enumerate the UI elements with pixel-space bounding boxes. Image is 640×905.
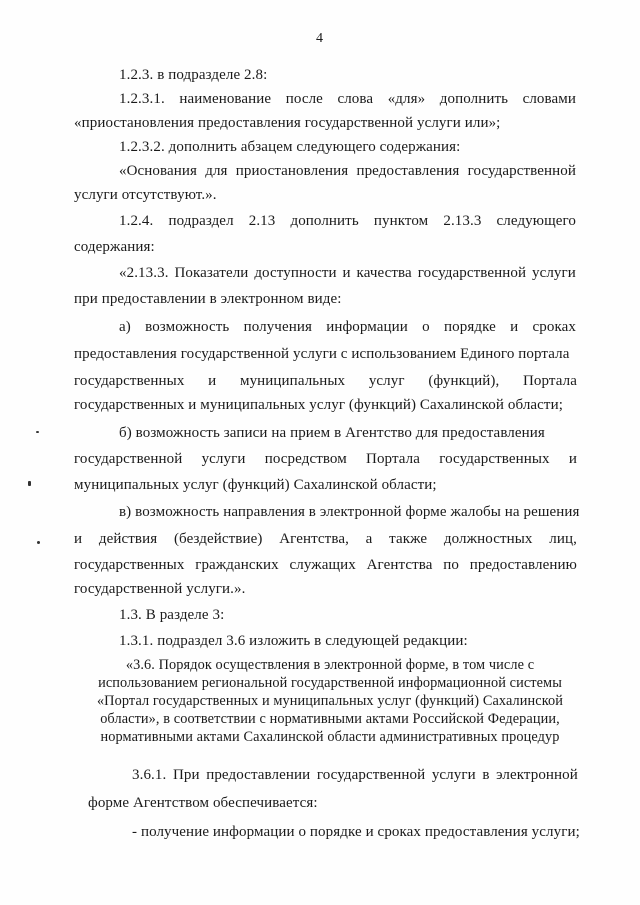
text-line-justified <box>74 450 577 468</box>
word: государственной <box>467 163 576 179</box>
text-line-justified <box>119 162 576 180</box>
word: электронной <box>496 767 578 783</box>
word: пунктом <box>373 213 429 229</box>
text-line: 1.3. В разделе 3: <box>119 607 225 623</box>
text-line: 1.3.1. подраздел 3.6 изложить в следующей редакции: <box>119 633 468 649</box>
section-heading-line: «3.6. Порядок осуществления в электронной форме, в том числе с <box>125 657 535 673</box>
text-line: - получение информации о порядке и сроках предоставления услуги; <box>132 824 580 840</box>
word: возможность <box>145 319 230 335</box>
word: Показатели <box>174 265 249 281</box>
text-line: б) возможность записи на прием в Агентство для предоставления <box>119 425 545 441</box>
text-line: государственных и муниципальных услуг (функций) Сахалинской области; <box>74 397 563 413</box>
text-line-justified <box>132 766 578 784</box>
text-line-justified <box>74 556 577 574</box>
word: муниципальных <box>239 373 346 389</box>
word: подраздел <box>168 213 234 229</box>
text-line: муниципальных услуг (функций) Сахалинской области; <box>74 477 437 493</box>
word: и <box>208 373 217 389</box>
word: приостановления <box>235 163 349 179</box>
word: а <box>365 531 373 547</box>
text-line: в) возможность направления в электронной форме жалобы на решения <box>119 504 580 520</box>
word: государственных <box>74 373 185 389</box>
word: лиц, <box>549 531 577 547</box>
text-line: 1.2.3. в подразделе 2.8: <box>119 67 268 83</box>
word: Портала <box>366 451 421 467</box>
text-line: услуги отсутствуют.». <box>74 187 217 203</box>
word: и <box>510 319 519 335</box>
word: государственной <box>74 451 183 467</box>
word: дополнить <box>290 213 359 229</box>
word: действия <box>98 531 158 547</box>
word: 1.2.3.1. <box>119 91 165 107</box>
word: доступности <box>254 265 337 281</box>
word: посредством <box>264 451 347 467</box>
section-heading-line: нормативными актами Сахалинской области административных процедур <box>100 729 560 745</box>
word: предоставлению <box>469 557 577 573</box>
word: а) <box>119 319 131 335</box>
word: Портала <box>522 373 577 389</box>
word: услуги <box>531 265 576 281</box>
word: «для» <box>387 91 426 107</box>
word: в <box>482 767 490 783</box>
word: предоставлении <box>206 767 311 783</box>
word: предоставления <box>356 163 460 179</box>
word: 3.6.1. <box>132 767 167 783</box>
word: наименование <box>179 91 272 107</box>
text-line-justified <box>74 372 577 390</box>
word: 2.13.3 <box>443 213 482 229</box>
word: услуг <box>368 373 405 389</box>
scan-speck <box>28 481 31 486</box>
word: услуги <box>201 451 246 467</box>
text-line-justified <box>119 90 576 108</box>
word: по <box>443 557 459 573</box>
word: для <box>205 163 228 179</box>
word: и <box>342 265 351 281</box>
word: порядке <box>444 319 496 335</box>
text-line: при предоставлении в электронном виде: <box>74 291 342 307</box>
word: гражданских <box>195 557 279 573</box>
word: При <box>172 767 200 783</box>
word: дополнить <box>439 91 509 107</box>
text-line: «приостановления предоставления государственной услуги или»; <box>74 115 501 131</box>
scan-speck <box>37 541 40 544</box>
text-line: государственной услуги.». <box>74 581 246 597</box>
section-heading-line: области», в соответствии с нормативными актами Российской Федерации, <box>100 711 560 727</box>
word: «2.13.3. <box>119 265 169 281</box>
word: 1.2.4. <box>119 213 154 229</box>
text-line-justified <box>74 530 577 548</box>
section-heading-line: «Портал государственных и муниципальных услуг (функций) Сахалинской <box>96 693 564 709</box>
text-line-justified <box>119 264 576 282</box>
word: государственных <box>439 451 550 467</box>
text-line: предоставления государственной услуги с использованием Единого портала <box>74 346 570 362</box>
word: государственной <box>316 767 426 783</box>
word: услуги <box>431 767 476 783</box>
word: 2.13 <box>248 213 276 229</box>
word: (бездействие) <box>173 531 263 547</box>
word: после <box>285 91 323 107</box>
text-line: 1.2.3.2. дополнить абзацем следующего содержания: <box>119 139 461 155</box>
page-number: 4 <box>316 31 324 46</box>
word: государственных <box>74 557 185 573</box>
text-line: содержания: <box>74 239 155 255</box>
word: информации <box>326 319 408 335</box>
word: также <box>389 531 428 547</box>
word: следующего <box>496 213 576 229</box>
word: государственной <box>417 265 527 281</box>
word: качества <box>356 265 412 281</box>
word: «Основания <box>119 163 198 179</box>
word: слова <box>337 91 374 107</box>
word: сроках <box>532 319 576 335</box>
word: Агентства, <box>279 531 349 547</box>
word: и <box>74 531 83 547</box>
section-heading-line: использованием региональной государственной информационной системы <box>98 675 562 691</box>
word: (функций), <box>428 373 500 389</box>
text-line-justified <box>119 212 576 230</box>
word: получения <box>243 319 312 335</box>
word: и <box>568 451 577 467</box>
word: служащих <box>289 557 356 573</box>
word: о <box>422 319 430 335</box>
word: должностных <box>443 531 533 547</box>
text-line: форме Агентством обеспечивается: <box>88 795 318 811</box>
text-line-justified <box>119 318 576 336</box>
word: Агентства <box>366 557 433 573</box>
scan-speck <box>36 431 39 433</box>
word: словами <box>522 91 576 107</box>
